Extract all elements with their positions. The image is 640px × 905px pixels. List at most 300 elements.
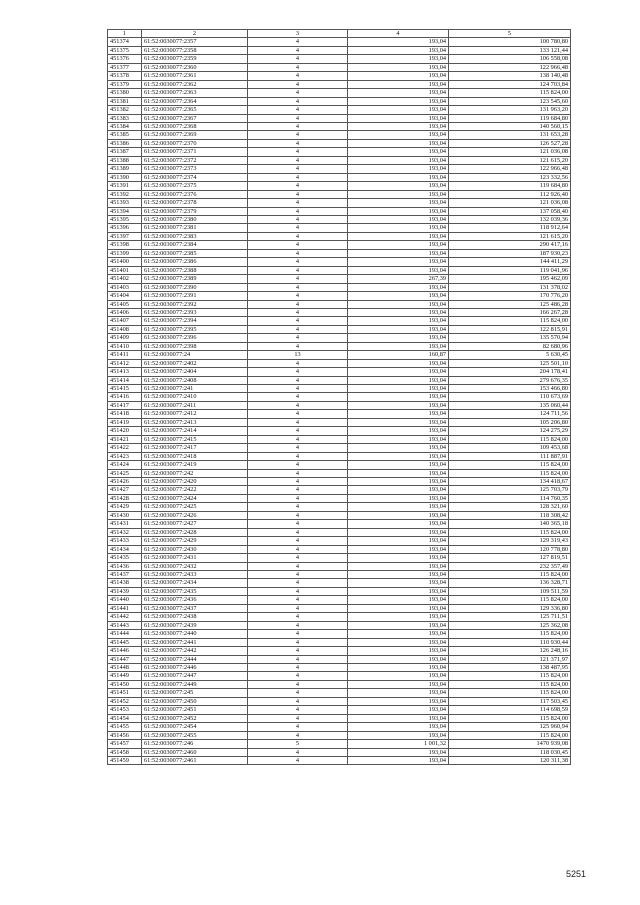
table-row	[108, 638, 571, 646]
table-row	[108, 283, 571, 291]
cell-area: 193,04	[348, 723, 449, 731]
cell-area: 193,04	[348, 207, 449, 215]
cell-cadastral-number: 61:52:0030077:2392	[142, 300, 248, 308]
cell-cadastral-number: 61:52:0030077:2447	[142, 672, 248, 680]
cell-value: 125 960,94	[449, 723, 571, 731]
cell-cadastral-number: 61:52:0030077:2398	[142, 342, 248, 350]
cell-category-code: 4	[248, 359, 348, 367]
table-row	[108, 215, 571, 223]
cell-category-code: 4	[248, 756, 348, 764]
cell-category-code: 4	[248, 604, 348, 612]
cell-value: 112 926,40	[449, 190, 571, 198]
cell-area: 193,04	[348, 756, 449, 764]
cell-cadastral-number: 61:52:0030077:2385	[142, 249, 248, 257]
cell-cadastral-number: 61:52:0030077:2375	[142, 182, 248, 190]
cell-category-code: 4	[248, 469, 348, 477]
table-row	[108, 139, 571, 147]
cell-category-code: 4	[248, 528, 348, 536]
cell-cadastral-number: 61:52:0030077:2376	[142, 190, 248, 198]
cell-category-code: 4	[248, 224, 348, 232]
cell-row-id: 451420	[108, 427, 142, 435]
cell-value: 115 824,00	[449, 689, 571, 697]
cell-area: 193,04	[348, 596, 449, 604]
table-row	[108, 317, 571, 325]
cell-cadastral-number: 61:52:0030077:2368	[142, 122, 248, 130]
cell-area: 193,04	[348, 376, 449, 384]
table-row	[108, 63, 571, 71]
cell-row-id: 451381	[108, 97, 142, 105]
cell-value: 132 039,36	[449, 215, 571, 223]
header-row	[108, 30, 571, 38]
cell-cadastral-number: 61:52:0030077:2388	[142, 266, 248, 274]
table-row	[108, 55, 571, 63]
cell-value: 128 321,60	[449, 503, 571, 511]
table-row	[108, 401, 571, 409]
cell-row-id: 451429	[108, 503, 142, 511]
cell-value: 135 060,44	[449, 401, 571, 409]
table-row	[108, 165, 571, 173]
cell-category-code: 4	[248, 418, 348, 426]
cell-row-id: 451421	[108, 435, 142, 443]
cell-value: 153 466,80	[449, 385, 571, 393]
cell-area: 193,04	[348, 401, 449, 409]
cell-cadastral-number: 61:52:0030077:2384	[142, 241, 248, 249]
cell-area: 193,04	[348, 106, 449, 114]
table-row	[108, 410, 571, 418]
cell-value: 125 703,79	[449, 486, 571, 494]
cell-category-code: 4	[248, 554, 348, 562]
cell-area: 193,04	[348, 545, 449, 553]
cell-row-id: 451386	[108, 139, 142, 147]
cell-row-id: 451455	[108, 723, 142, 731]
cell-area: 193,04	[348, 494, 449, 502]
cell-category-code: 4	[248, 292, 348, 300]
cell-area: 193,04	[348, 647, 449, 655]
cell-row-id: 451411	[108, 351, 142, 359]
cell-category-code: 4	[248, 647, 348, 655]
cell-category-code: 4	[248, 165, 348, 173]
cell-value: 109 511,59	[449, 587, 571, 595]
table-row	[108, 46, 571, 54]
cell-category-code: 4	[248, 697, 348, 705]
cell-row-id: 451407	[108, 317, 142, 325]
cell-area: 193,04	[348, 393, 449, 401]
cell-area: 193,04	[348, 638, 449, 646]
cell-row-id: 451417	[108, 401, 142, 409]
cell-row-id: 451409	[108, 334, 142, 342]
cell-cadastral-number: 61:52:0030077:2429	[142, 537, 248, 545]
cell-row-id: 451456	[108, 731, 142, 739]
cell-area: 193,04	[348, 613, 449, 621]
cell-category-code: 4	[248, 401, 348, 409]
cell-category-code: 4	[248, 232, 348, 240]
cell-value: 187 930,23	[449, 249, 571, 257]
table-row	[108, 494, 571, 502]
cell-value: 120 778,80	[449, 545, 571, 553]
table-row	[108, 376, 571, 384]
cell-value: 121 036,08	[449, 148, 571, 156]
cell-cadastral-number: 61:52:0030077:246	[142, 740, 248, 748]
cell-value: 121 615,20	[449, 156, 571, 164]
cell-area: 193,04	[348, 55, 449, 63]
table-row	[108, 587, 571, 595]
cell-row-id: 451375	[108, 46, 142, 54]
cell-cadastral-number: 61:52:0030077:2433	[142, 571, 248, 579]
cell-area: 193,04	[348, 435, 449, 443]
table-row	[108, 647, 571, 655]
cell-value: 232 357,49	[449, 562, 571, 570]
cell-cadastral-number: 61:52:0030077:2455	[142, 731, 248, 739]
cell-cadastral-number: 61:52:0030077:2393	[142, 308, 248, 316]
cell-row-id: 451423	[108, 452, 142, 460]
cell-cadastral-number: 61:52:0030077:2424	[142, 494, 248, 502]
table-row	[108, 156, 571, 164]
cell-category-code: 4	[248, 621, 348, 629]
cell-row-id: 451433	[108, 537, 142, 545]
cell-area: 193,04	[348, 655, 449, 663]
cell-area: 193,04	[348, 148, 449, 156]
cell-area: 193,04	[348, 410, 449, 418]
table-row	[108, 224, 571, 232]
table-row	[108, 241, 571, 249]
table-row	[108, 131, 571, 139]
cell-category-code: 4	[248, 385, 348, 393]
table-row	[108, 706, 571, 714]
cell-cadastral-number: 61:52:0030077:2365	[142, 106, 248, 114]
cell-row-id: 451413	[108, 368, 142, 376]
cell-category-code: 4	[248, 587, 348, 595]
cell-cadastral-number: 61:52:0030077:2425	[142, 503, 248, 511]
cell-value: 105 206,80	[449, 418, 571, 426]
cell-category-code: 13	[248, 351, 348, 359]
cell-row-id: 451387	[108, 148, 142, 156]
table-row	[108, 173, 571, 181]
cell-row-id: 451453	[108, 706, 142, 714]
table-row	[108, 249, 571, 257]
cell-area: 193,04	[348, 537, 449, 545]
table-row	[108, 308, 571, 316]
cell-cadastral-number: 61:52:0030077:2390	[142, 283, 248, 291]
cell-category-code: 4	[248, 199, 348, 207]
cell-row-id: 451405	[108, 300, 142, 308]
cell-value: 114 698,59	[449, 706, 571, 714]
cell-category-code: 4	[248, 215, 348, 223]
table-row	[108, 663, 571, 671]
cell-row-id: 451408	[108, 325, 142, 333]
table-row	[108, 571, 571, 579]
cell-value: 115 824,00	[449, 731, 571, 739]
cell-category-code: 4	[248, 461, 348, 469]
cell-value: 195 462,09	[449, 275, 571, 283]
cell-row-id: 451437	[108, 571, 142, 579]
cell-value: 131 378,02	[449, 283, 571, 291]
cell-category-code: 4	[248, 241, 348, 249]
table-row	[108, 461, 571, 469]
cell-value: 111 887,91	[449, 452, 571, 460]
page-number: 5251	[566, 869, 587, 879]
cell-cadastral-number: 61:52:0030077:2357	[142, 38, 248, 46]
cell-category-code: 4	[248, 714, 348, 722]
cell-area: 267,39	[348, 275, 449, 283]
cell-row-id: 451452	[108, 697, 142, 705]
cell-row-id: 451376	[108, 55, 142, 63]
cell-row-id: 451449	[108, 672, 142, 680]
cell-value: 123 332,56	[449, 173, 571, 181]
cell-area: 193,04	[348, 444, 449, 452]
cell-row-id: 451394	[108, 207, 142, 215]
cell-row-id: 451459	[108, 756, 142, 764]
cell-cadastral-number: 61:52:0030077:2359	[142, 55, 248, 63]
cell-category-code: 4	[248, 494, 348, 502]
cell-row-id: 451398	[108, 241, 142, 249]
table-row	[108, 368, 571, 376]
cell-row-id: 451401	[108, 266, 142, 274]
table-row	[108, 672, 571, 680]
cell-cadastral-number: 61:52:0030077:2412	[142, 410, 248, 418]
cell-row-id: 451410	[108, 342, 142, 350]
cell-row-id: 451418	[108, 410, 142, 418]
cell-area: 193,04	[348, 571, 449, 579]
table-row	[108, 266, 571, 274]
cell-area: 193,04	[348, 241, 449, 249]
cell-category-code: 4	[248, 46, 348, 54]
cell-area: 193,04	[348, 215, 449, 223]
cell-cadastral-number: 61:52:0030077:2389	[142, 275, 248, 283]
cell-category-code: 4	[248, 638, 348, 646]
table-row	[108, 258, 571, 266]
cell-area: 193,04	[348, 461, 449, 469]
cell-category-code: 4	[248, 275, 348, 283]
cell-category-code: 4	[248, 427, 348, 435]
cell-cadastral-number: 61:52:0030077:2358	[142, 46, 248, 54]
cell-value: 127 819,51	[449, 554, 571, 562]
column-header-2: 2	[142, 30, 248, 38]
cell-value: 115 824,00	[449, 571, 571, 579]
cell-row-id: 451389	[108, 165, 142, 173]
cell-cadastral-number: 61:52:0030077:241	[142, 385, 248, 393]
cell-value: 129 336,80	[449, 604, 571, 612]
cell-value: 140 365,18	[449, 520, 571, 528]
cell-category-code: 4	[248, 308, 348, 316]
cell-area: 193,04	[348, 359, 449, 367]
cell-category-code: 4	[248, 511, 348, 519]
cell-cadastral-number: 61:52:0030077:245	[142, 689, 248, 697]
cell-value: 125 362,08	[449, 621, 571, 629]
cell-cadastral-number: 61:52:0030077:2374	[142, 173, 248, 181]
table-row	[108, 232, 571, 240]
cell-cadastral-number: 61:52:0030077:24	[142, 351, 248, 359]
cell-category-code: 4	[248, 706, 348, 714]
table-row	[108, 334, 571, 342]
cell-category-code: 4	[248, 596, 348, 604]
cell-category-code: 4	[248, 190, 348, 198]
cell-row-id: 451419	[108, 418, 142, 426]
cell-area: 193,04	[348, 748, 449, 756]
cell-category-code: 4	[248, 106, 348, 114]
table-row	[108, 325, 571, 333]
cell-row-id: 451439	[108, 587, 142, 595]
cell-value: 115 824,00	[449, 89, 571, 97]
cell-cadastral-number: 61:52:0030077:2363	[142, 89, 248, 97]
table-row	[108, 300, 571, 308]
cell-row-id: 451428	[108, 494, 142, 502]
cell-category-code: 4	[248, 478, 348, 486]
cell-category-code: 4	[248, 537, 348, 545]
cell-value: 110 673,69	[449, 393, 571, 401]
cell-category-code: 4	[248, 545, 348, 553]
table-row	[108, 511, 571, 519]
cell-area: 193,04	[348, 731, 449, 739]
cell-value: 100 780,80	[449, 38, 571, 46]
cell-area: 193,04	[348, 452, 449, 460]
cell-cadastral-number: 61:52:0030077:2460	[142, 748, 248, 756]
cell-category-code: 4	[248, 571, 348, 579]
cell-value: 138 487,95	[449, 663, 571, 671]
table-row	[108, 469, 571, 477]
cell-category-code: 4	[248, 207, 348, 215]
cell-cadastral-number: 61:52:0030077:2449	[142, 680, 248, 688]
cell-cadastral-number: 61:52:0030077:2439	[142, 621, 248, 629]
cell-cadastral-number: 61:52:0030077:2438	[142, 613, 248, 621]
cell-category-code: 4	[248, 173, 348, 181]
cell-area: 193,04	[348, 503, 449, 511]
cell-area: 193,04	[348, 165, 449, 173]
cell-category-code: 4	[248, 748, 348, 756]
cell-cadastral-number: 61:52:0030077:2379	[142, 207, 248, 215]
cell-value: 82 680,96	[449, 342, 571, 350]
cell-row-id: 451451	[108, 689, 142, 697]
cell-category-code: 4	[248, 80, 348, 88]
cell-cadastral-number: 61:52:0030077:2394	[142, 317, 248, 325]
cell-value: 134 418,67	[449, 478, 571, 486]
cell-row-id: 451445	[108, 638, 142, 646]
cell-category-code: 4	[248, 72, 348, 80]
cell-value: 126 527,28	[449, 139, 571, 147]
cell-row-id: 451378	[108, 72, 142, 80]
table-row	[108, 554, 571, 562]
cell-cadastral-number: 61:52:0030077:2371	[142, 148, 248, 156]
cell-area: 193,04	[348, 385, 449, 393]
cell-category-code: 4	[248, 376, 348, 384]
cell-row-id: 451396	[108, 224, 142, 232]
cell-row-id: 451377	[108, 63, 142, 71]
cell-row-id: 451404	[108, 292, 142, 300]
cell-row-id: 451424	[108, 461, 142, 469]
cell-value: 170 776,20	[449, 292, 571, 300]
cell-row-id: 451458	[108, 748, 142, 756]
cell-cadastral-number: 61:52:0030077:2444	[142, 655, 248, 663]
table-row	[108, 80, 571, 88]
cell-row-id: 451388	[108, 156, 142, 164]
cell-area: 193,04	[348, 680, 449, 688]
table-row	[108, 182, 571, 190]
cell-area: 1 001,32	[348, 740, 449, 748]
table-row	[108, 748, 571, 756]
cell-value: 133 121,44	[449, 46, 571, 54]
cell-category-code: 4	[248, 452, 348, 460]
cell-value: 124 275,29	[449, 427, 571, 435]
cell-area: 193,04	[348, 368, 449, 376]
cell-row-id: 451426	[108, 478, 142, 486]
cell-value: 115 824,00	[449, 317, 571, 325]
table-row	[108, 537, 571, 545]
table-row	[108, 38, 571, 46]
table-row	[108, 452, 571, 460]
cell-cadastral-number: 61:52:0030077:2364	[142, 97, 248, 105]
cell-area: 193,04	[348, 300, 449, 308]
table-row	[108, 756, 571, 764]
cell-row-id: 451430	[108, 511, 142, 519]
cell-row-id: 451403	[108, 283, 142, 291]
cell-value: 137 058,40	[449, 207, 571, 215]
table-row	[108, 545, 571, 553]
cell-value: 279 676,35	[449, 376, 571, 384]
cell-value: 122 966,48	[449, 165, 571, 173]
cell-value: 110 930,44	[449, 638, 571, 646]
cell-area: 193,04	[348, 224, 449, 232]
table-row	[108, 207, 571, 215]
cell-cadastral-number: 61:52:0030077:2442	[142, 647, 248, 655]
cell-category-code: 4	[248, 630, 348, 638]
cell-category-code: 4	[248, 139, 348, 147]
table-body	[108, 38, 571, 765]
cell-value: 115 824,00	[449, 528, 571, 536]
cell-category-code: 4	[248, 393, 348, 401]
table-row	[108, 731, 571, 739]
cell-category-code: 4	[248, 122, 348, 130]
cell-area: 193,04	[348, 418, 449, 426]
cell-value: 121 036,08	[449, 199, 571, 207]
cell-row-id: 451442	[108, 613, 142, 621]
cell-row-id: 451395	[108, 215, 142, 223]
cell-row-id: 451440	[108, 596, 142, 604]
cell-value: 115 824,00	[449, 672, 571, 680]
cell-area: 193,04	[348, 258, 449, 266]
cell-cadastral-number: 61:52:0030077:2436	[142, 596, 248, 604]
cell-cadastral-number: 61:52:0030077:2440	[142, 630, 248, 638]
cell-row-id: 451374	[108, 38, 142, 46]
cell-value: 122 966,48	[449, 63, 571, 71]
cell-category-code: 4	[248, 89, 348, 97]
cell-row-id: 451379	[108, 80, 142, 88]
cell-area: 193,04	[348, 38, 449, 46]
table-row	[108, 520, 571, 528]
cell-value: 166 267,28	[449, 308, 571, 316]
table-row	[108, 72, 571, 80]
table-row	[108, 621, 571, 629]
cell-cadastral-number: 61:52:0030077:2381	[142, 224, 248, 232]
cell-cadastral-number: 61:52:0030077:2431	[142, 554, 248, 562]
cell-area: 193,04	[348, 342, 449, 350]
cell-value: 1470 939,08	[449, 740, 571, 748]
cell-value: 119 684,80	[449, 182, 571, 190]
cell-cadastral-number: 61:52:0030077:2380	[142, 215, 248, 223]
cell-cadastral-number: 61:52:0030077:2411	[142, 401, 248, 409]
cell-category-code: 4	[248, 672, 348, 680]
cell-area: 193,04	[348, 283, 449, 291]
cell-area: 160,87	[348, 351, 449, 359]
cell-category-code: 4	[248, 38, 348, 46]
cell-value: 126 248,16	[449, 647, 571, 655]
cell-value: 115 824,00	[449, 630, 571, 638]
cell-category-code: 4	[248, 317, 348, 325]
table-row	[108, 89, 571, 97]
cell-category-code: 4	[248, 731, 348, 739]
cell-area: 193,04	[348, 97, 449, 105]
cell-area: 193,04	[348, 334, 449, 342]
cell-row-id: 451412	[108, 359, 142, 367]
cell-value: 115 824,00	[449, 596, 571, 604]
